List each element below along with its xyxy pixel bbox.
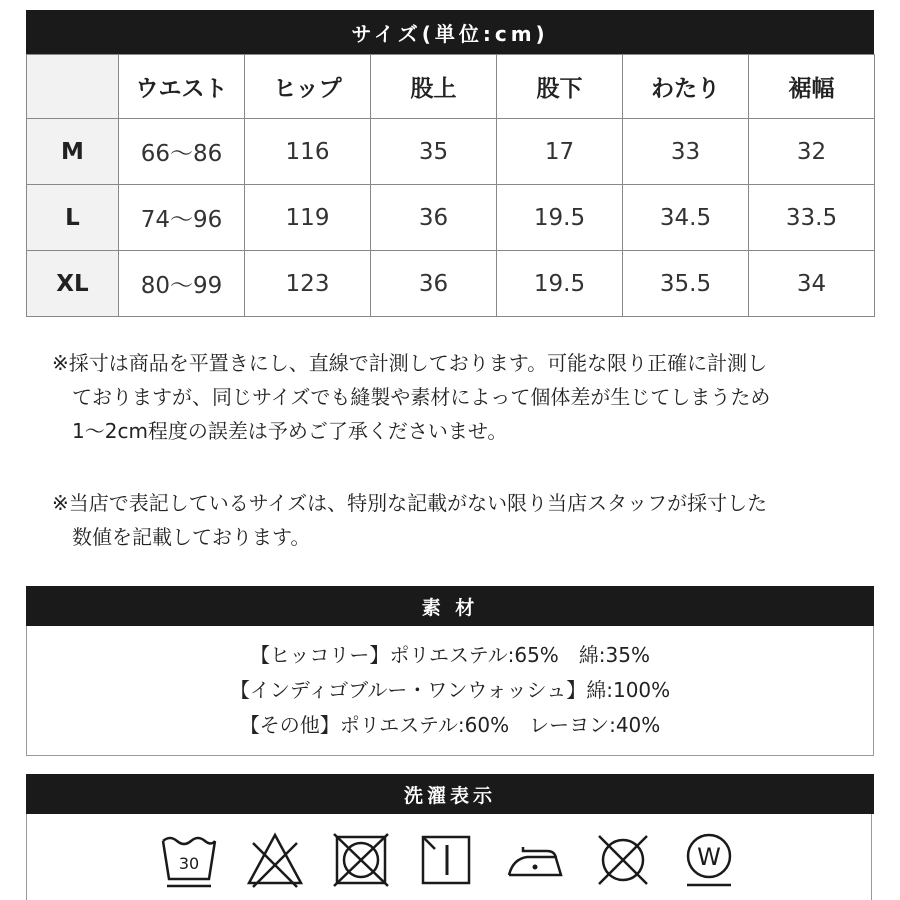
table-cell: 66〜86 <box>119 119 245 185</box>
col-header-rise: 股上 <box>371 55 497 119</box>
material-line: 【その他】ポリエステル:60% レーヨン:40% <box>239 713 661 737</box>
care-section-title: 洗濯表示 <box>403 784 496 807</box>
col-header-inseam: 股下 <box>497 55 623 119</box>
col-header-hip: ヒップ <box>245 55 371 119</box>
table-cell: 80〜99 <box>119 251 245 317</box>
row-header-size: XL <box>27 251 119 317</box>
table-cell: 35 <box>371 119 497 185</box>
table-cell: 32 <box>749 119 875 185</box>
table-cell: 119 <box>245 185 371 251</box>
table-cell: 34.5 <box>623 185 749 251</box>
note-line: ておりますが、同じサイズでも縫製や素材によって個体差が生じてしまうため <box>72 385 771 409</box>
table-row <box>27 185 875 251</box>
table-cell: 33 <box>623 119 749 185</box>
table-cell: 33.5 <box>749 185 875 251</box>
table-cell: 36 <box>371 251 497 317</box>
care-symbols-row <box>26 814 872 900</box>
no-tumble-dry-icon <box>331 829 391 889</box>
table-cell: 17 <box>497 119 623 185</box>
table-cell: 34 <box>749 251 875 317</box>
table-cell: 116 <box>245 119 371 185</box>
table-cell: 19.5 <box>497 251 623 317</box>
no-bleach-icon <box>245 829 305 889</box>
material-box <box>26 626 874 756</box>
size-table-header-row <box>27 55 875 119</box>
care-section-header <box>26 774 874 814</box>
table-row <box>27 119 875 185</box>
size-note <box>52 486 852 554</box>
material-section-header <box>26 586 874 626</box>
table-cell: 123 <box>245 251 371 317</box>
iron-low-icon <box>503 829 567 889</box>
material-line: 【インディゴブルー・ワンウォッシュ】綿:100% <box>229 678 671 702</box>
col-header-thigh: わたり <box>623 55 749 119</box>
table-cell: 36 <box>371 185 497 251</box>
table-cell: 19.5 <box>497 185 623 251</box>
wet-clean-label: W <box>697 843 721 871</box>
size-section-title: サイズ(単位:cm) <box>351 21 549 46</box>
table-corner-cell <box>27 55 119 119</box>
line-dry-shade-icon <box>417 829 477 889</box>
note-line: 数値を記載しております。 <box>72 525 311 549</box>
table-cell: 74〜96 <box>119 185 245 251</box>
note-line: ※当店で表記しているサイズは、特別な記載がない限り当店スタッフが採寸した <box>52 491 768 515</box>
wash-30-icon <box>159 829 219 889</box>
size-section-header <box>26 10 874 54</box>
material-section-title: 素 材 <box>421 596 479 619</box>
table-row <box>27 251 875 317</box>
col-header-waist: ウエスト <box>119 55 245 119</box>
note-line: ※採寸は商品を平置きにし、直線で計測しております。可能な限り正確に計測し <box>52 351 768 375</box>
material-line: 【ヒッコリー】ポリエステル:65% 綿:35% <box>250 643 650 667</box>
wet-clean-icon <box>679 829 739 889</box>
wash-temp-label: 30 <box>178 854 200 873</box>
measurement-note <box>52 346 852 448</box>
col-header-hem: 裾幅 <box>749 55 875 119</box>
table-cell: 35.5 <box>623 251 749 317</box>
row-header-size: L <box>27 185 119 251</box>
no-dry-clean-icon <box>593 829 653 889</box>
note-line: 1〜2cm程度の誤差は予めご了承くださいませ。 <box>72 419 508 443</box>
row-header-size: M <box>27 119 119 185</box>
size-table <box>26 54 875 317</box>
